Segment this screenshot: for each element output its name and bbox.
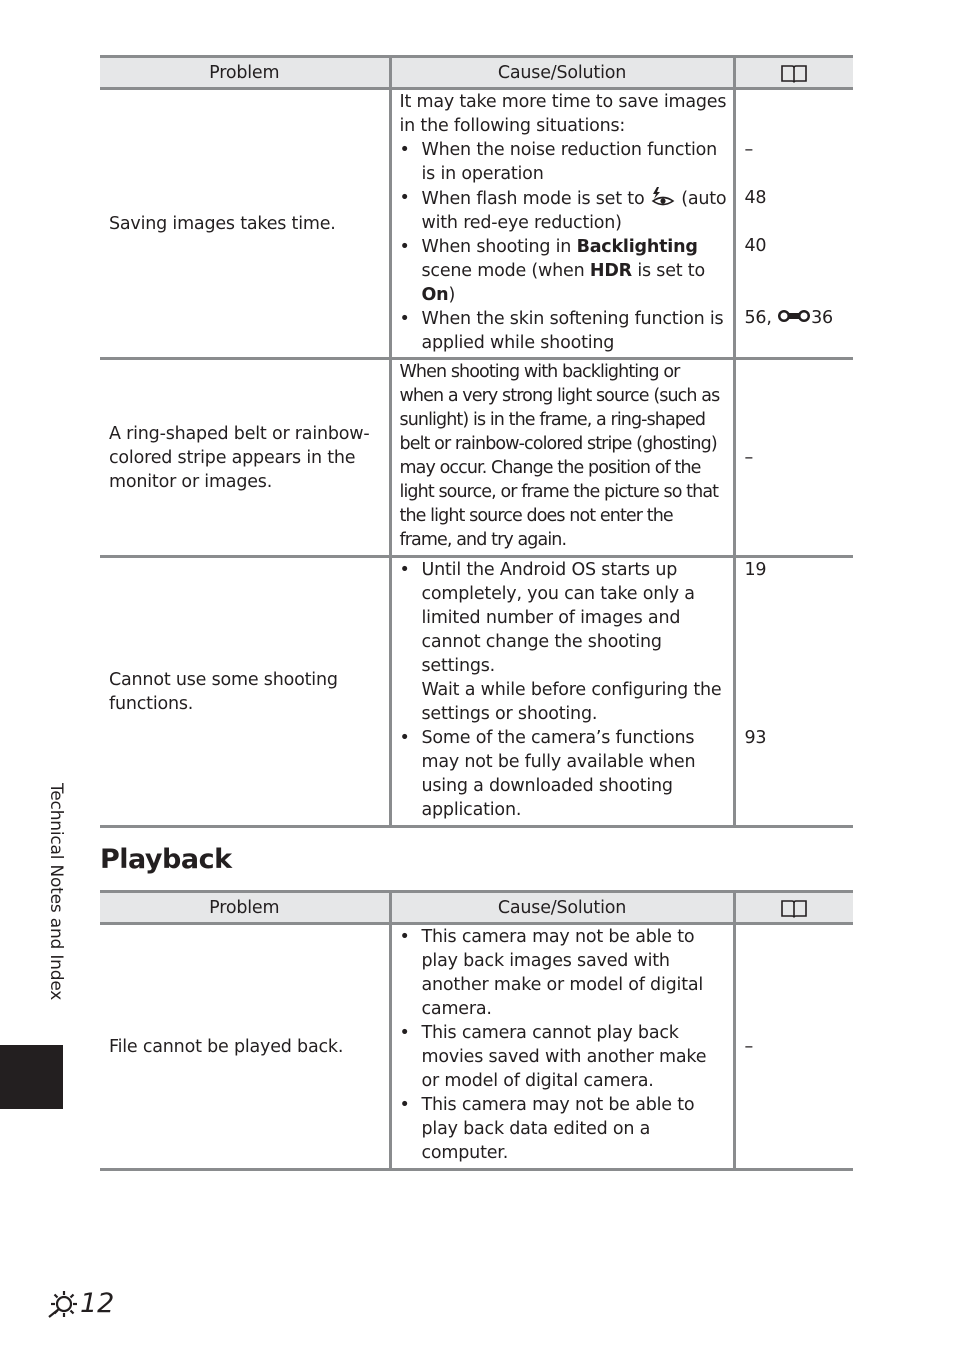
list-item — [400, 186, 727, 235]
cause-cell — [390, 924, 734, 1170]
reference-section-icon — [777, 308, 811, 324]
list-item — [400, 925, 727, 1021]
reference-value: 40 — [744, 236, 767, 256]
table-header-row — [100, 57, 853, 89]
cause-list — [400, 138, 727, 355]
reference-cell — [734, 89, 853, 359]
problem-cell: File cannot be played back. — [100, 924, 390, 1170]
bullet-text: When flash mode is set to — [421, 189, 645, 209]
bullet-text: When shooting in — [421, 237, 572, 257]
side-section-tab — [0, 1045, 63, 1109]
side-section-label: Technical Notes and Index — [46, 783, 66, 1001]
bullet-text: When the noise reduction function is in operation — [421, 140, 718, 184]
reference-value: 48 — [744, 188, 767, 208]
table-row — [100, 924, 853, 1170]
cause-cell — [390, 557, 734, 827]
bullet-text: This camera may not be able to play back data edited on a computer. — [421, 1095, 695, 1163]
header-problem: Problem — [100, 57, 390, 89]
table-row — [100, 89, 853, 359]
reference-value: 93 — [744, 728, 767, 748]
list-item — [400, 726, 727, 822]
cause-cell: When shooting with backlighting or when a very strong light source (such as sunlight) is in the frame, a ring-shaped belt or rainbow-colored stripe (ghosting) may occur. Change the position of the light source, or frame the picture so that the light source does not enter the frame, and try again. — [390, 359, 734, 557]
reference-value: – — [744, 140, 754, 160]
bullet-text: Some of the camera’s functions may not be fully available when using a downloaded shooting application. — [421, 728, 696, 820]
list-item — [400, 307, 727, 355]
flash-redeye-auto-icon — [650, 186, 676, 208]
reference-value: 19 — [744, 560, 767, 580]
bullet-text: (auto with red-eye reduction) — [421, 189, 727, 233]
header-problem: Problem — [100, 892, 390, 924]
table-header-row — [100, 892, 853, 924]
bullet-text: scene mode (when — [421, 261, 585, 281]
list-item — [400, 1093, 727, 1165]
reference-cell: – — [734, 924, 853, 1170]
page-number-text: 12 — [80, 1288, 115, 1319]
bullet-text: When the skin softening function is applied while shooting — [421, 309, 724, 353]
bullet-text: • Until the Android OS starts up completely, you can take only a limited number of images and cannot change the shooting settings. — [421, 560, 695, 676]
book-icon — [780, 63, 808, 83]
technical-notes-icon — [46, 1289, 80, 1319]
bullet-text: This camera cannot play back movies saved with another make or model of digital camera. — [421, 1023, 707, 1091]
table-row — [100, 359, 853, 557]
bullet-text: ) — [448, 285, 456, 305]
problem-cell: A ring-shaped belt or rainbow-colored stripe appears in the monitor or images. — [100, 359, 390, 557]
list-item — [400, 558, 727, 726]
cause-intro: It may take more time to save images in the following situations: — [399, 92, 727, 136]
problem-cell: Saving images takes time. — [100, 89, 390, 359]
troubleshooting-table-playback — [100, 890, 853, 1171]
section-heading: Playback — [100, 844, 232, 875]
list-item — [400, 235, 727, 307]
bullet-text-continued: Wait a while before configuring the settings or shooting. — [421, 680, 722, 724]
list-item — [400, 1021, 727, 1093]
header-reference — [734, 892, 853, 924]
reference-cell — [734, 557, 853, 827]
header-reference — [734, 57, 853, 89]
problem-cell: Cannot use some shooting functions. — [100, 557, 390, 827]
scene-mode-name: Backlighting — [576, 237, 698, 257]
cause-cell — [390, 89, 734, 359]
setting-value: On — [421, 285, 449, 305]
header-cause-solution: Cause/Solution — [390, 57, 734, 89]
cause-list — [400, 558, 727, 822]
page-number — [46, 1288, 114, 1319]
bullet-text: This camera may not be able to play back images saved with another make or model of digital camera. — [421, 927, 704, 1019]
reference-cell: – — [734, 359, 853, 557]
bullet-text: is set to — [637, 261, 705, 281]
book-icon — [780, 898, 808, 918]
reference-value: 56, 36 — [744, 308, 833, 328]
troubleshooting-table-shooting — [100, 55, 853, 828]
header-cause-solution: Cause/Solution — [390, 892, 734, 924]
cause-list — [400, 925, 727, 1165]
setting-name: HDR — [589, 261, 632, 281]
list-item — [400, 138, 727, 186]
table-row — [100, 557, 853, 827]
